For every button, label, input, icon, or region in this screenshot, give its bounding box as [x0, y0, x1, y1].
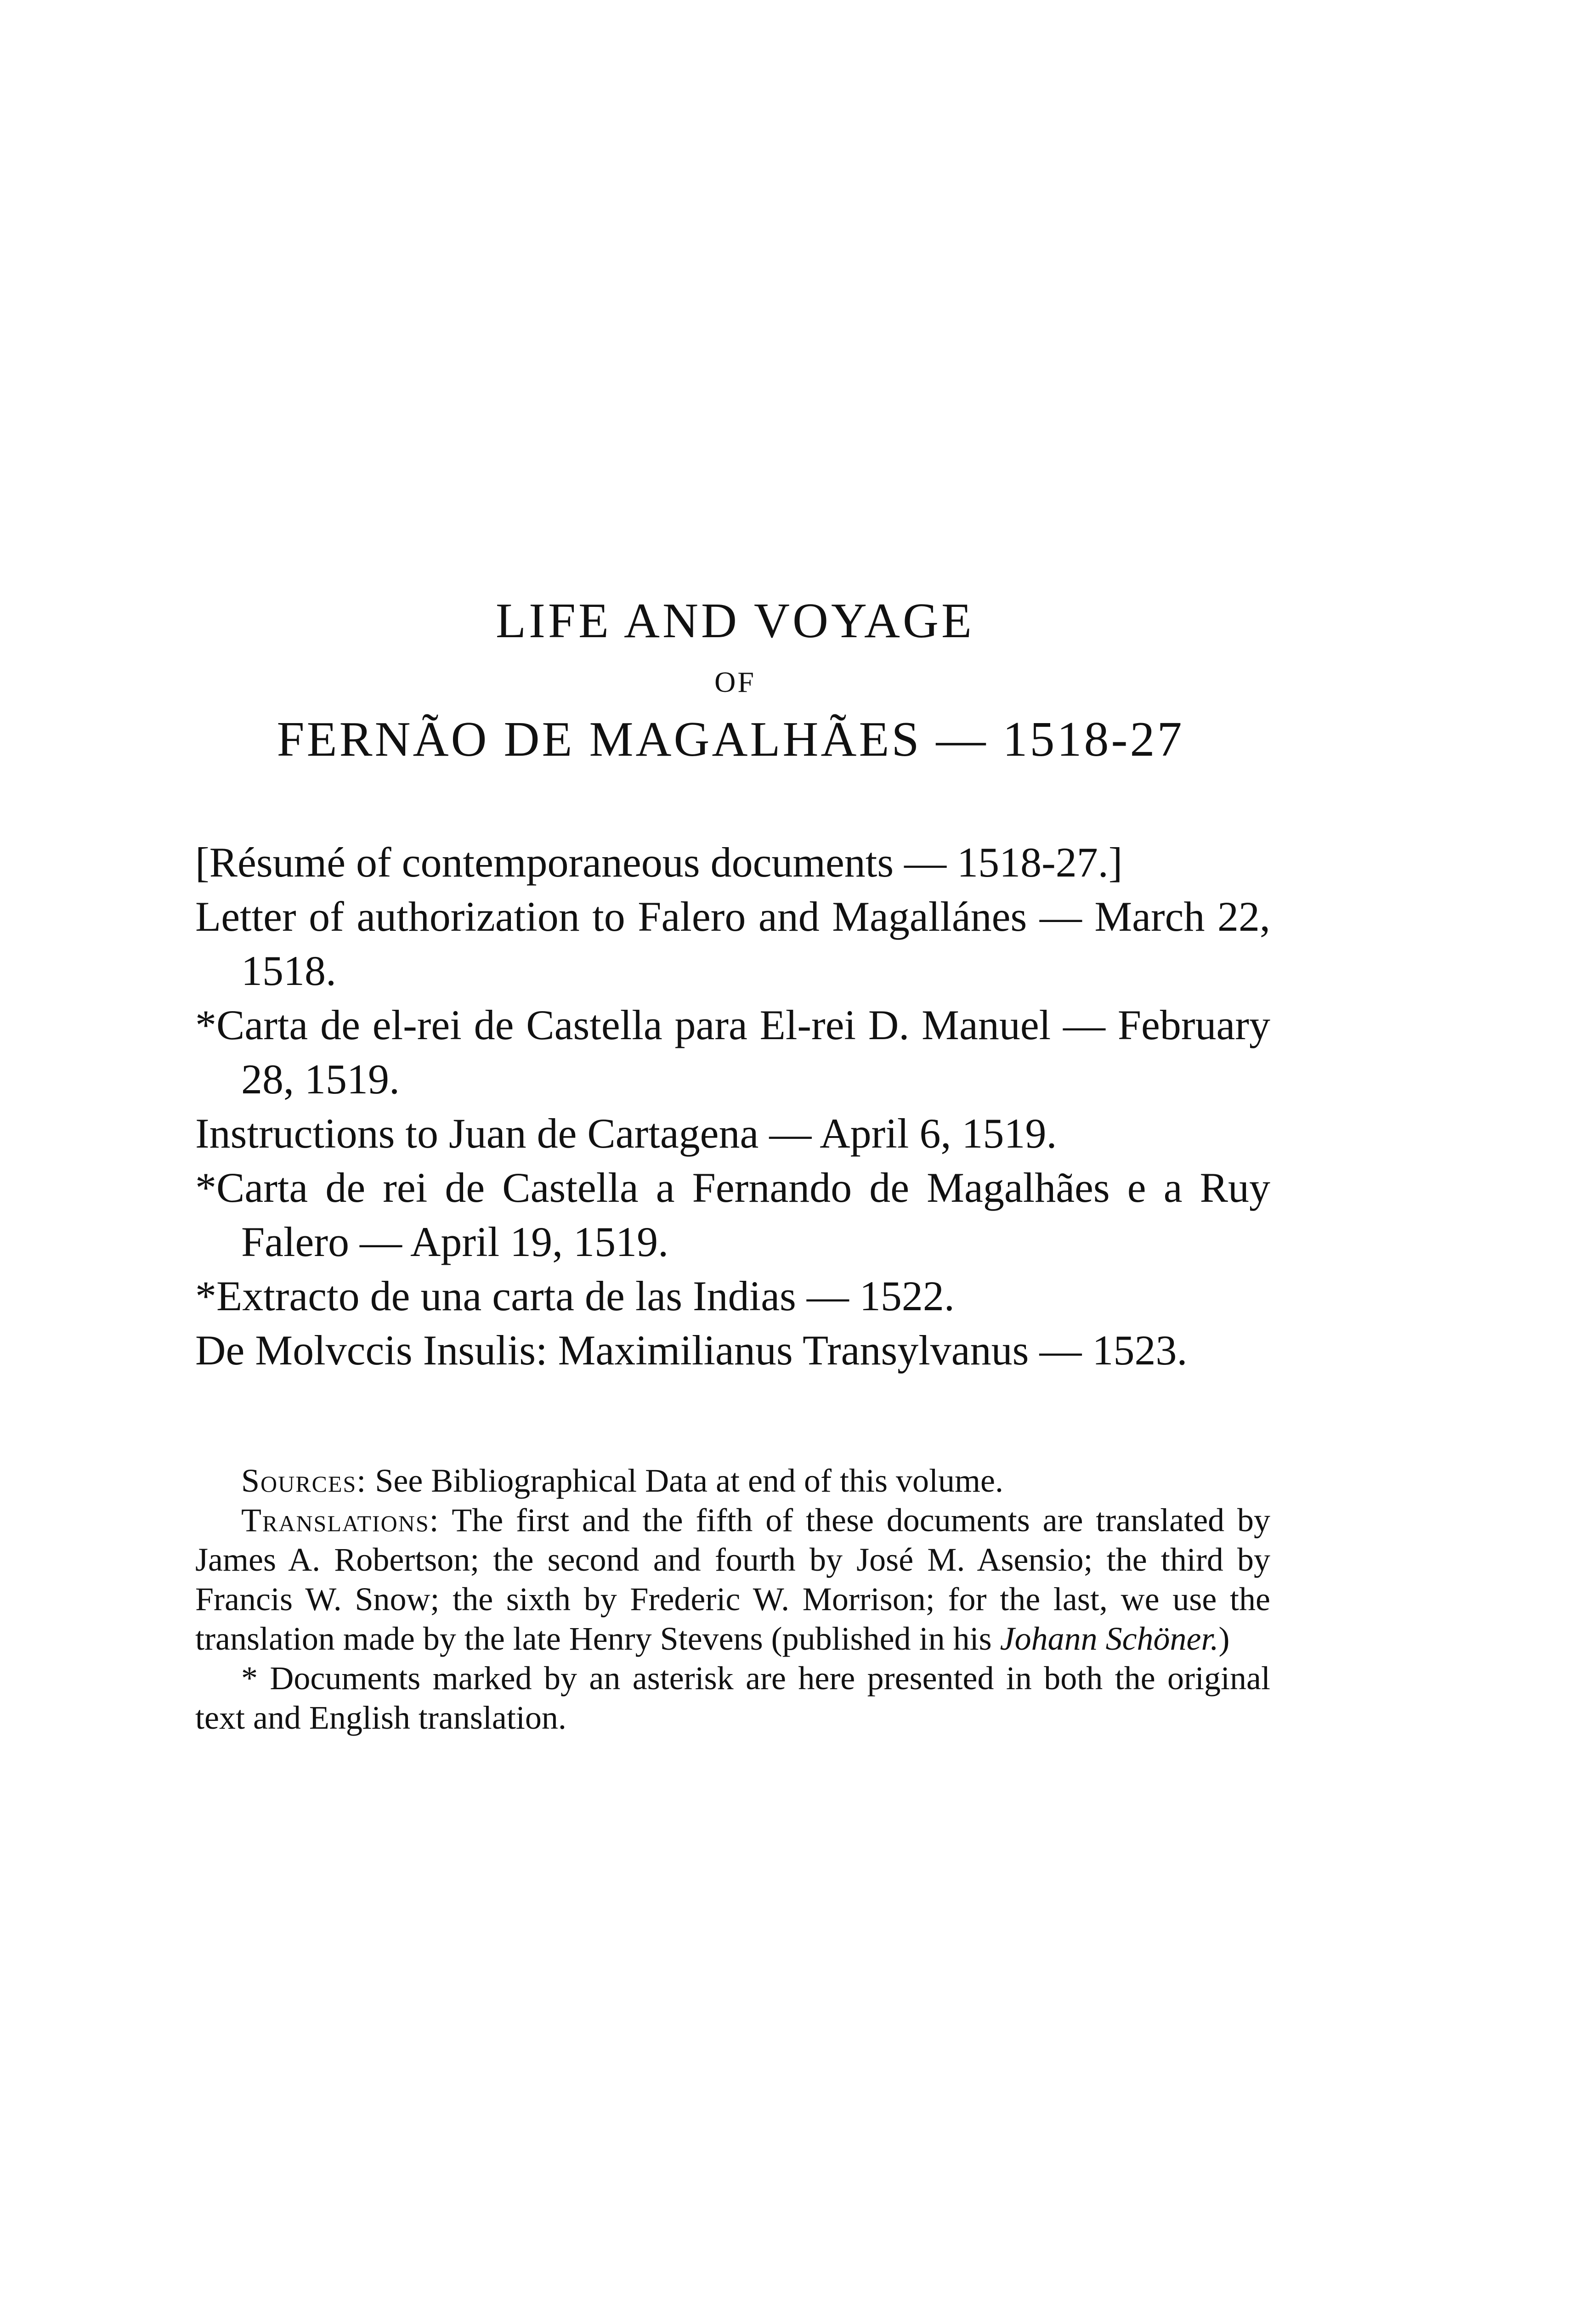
translations-label: Translations:	[241, 1502, 440, 1539]
translations-text: The first and the fifth of these documents are translated by James A. Robertson; the second and fourth by José M. Asensio; the third by Francis W. Snow; the sixth by Frederic W. Morrison; for the last, we use the translation made by the late Henry Stevens (published in his	[195, 1502, 1271, 1657]
title-line-2: FERNÃO DE MAGALHÃES — 1518-27	[277, 712, 1184, 767]
document-item: [Résumé of contemporaneous documents — 1518-27.]	[195, 839, 1123, 886]
sources-note	[195, 1461, 1270, 1500]
document-item: *Carta de el-rei de Castella para El-rei D. Manuel — February 28, 1519.	[195, 1001, 1270, 1103]
sources-text: See Bibliographical Data at end of this volume.	[375, 1462, 1003, 1499]
notes-section	[195, 1461, 1270, 1737]
title-line-1: LIFE AND VOYAGE	[495, 594, 974, 648]
document-item: Letter of authorization to Falero and Magallánes — March 22, 1518.	[195, 893, 1270, 994]
translations-close: )	[1218, 1620, 1230, 1657]
sources-label: Sources:	[241, 1462, 367, 1499]
translations-note	[195, 1500, 1270, 1658]
document-item: *Carta de rei de Castella a Fernando de Magalhães e a Ruy Falero — April 19, 1519.	[195, 1164, 1270, 1265]
translations-book-title: Johann Schöner.	[1000, 1620, 1219, 1657]
document-item: *Extracto de una carta de las Indias — 1522.	[195, 1273, 955, 1319]
document-list	[195, 835, 1270, 1377]
document-item: Instructions to Juan de Cartagena — April 6, 1519.	[195, 1110, 1057, 1157]
title-of: OF	[714, 666, 756, 698]
asterisk-note: * Documents marked by an asterisk are here presented in both the original text and English translation.	[195, 1660, 1270, 1736]
document-item: De Molvccis Insulis: Maximilianus Transylvanus — 1523.	[195, 1327, 1188, 1374]
